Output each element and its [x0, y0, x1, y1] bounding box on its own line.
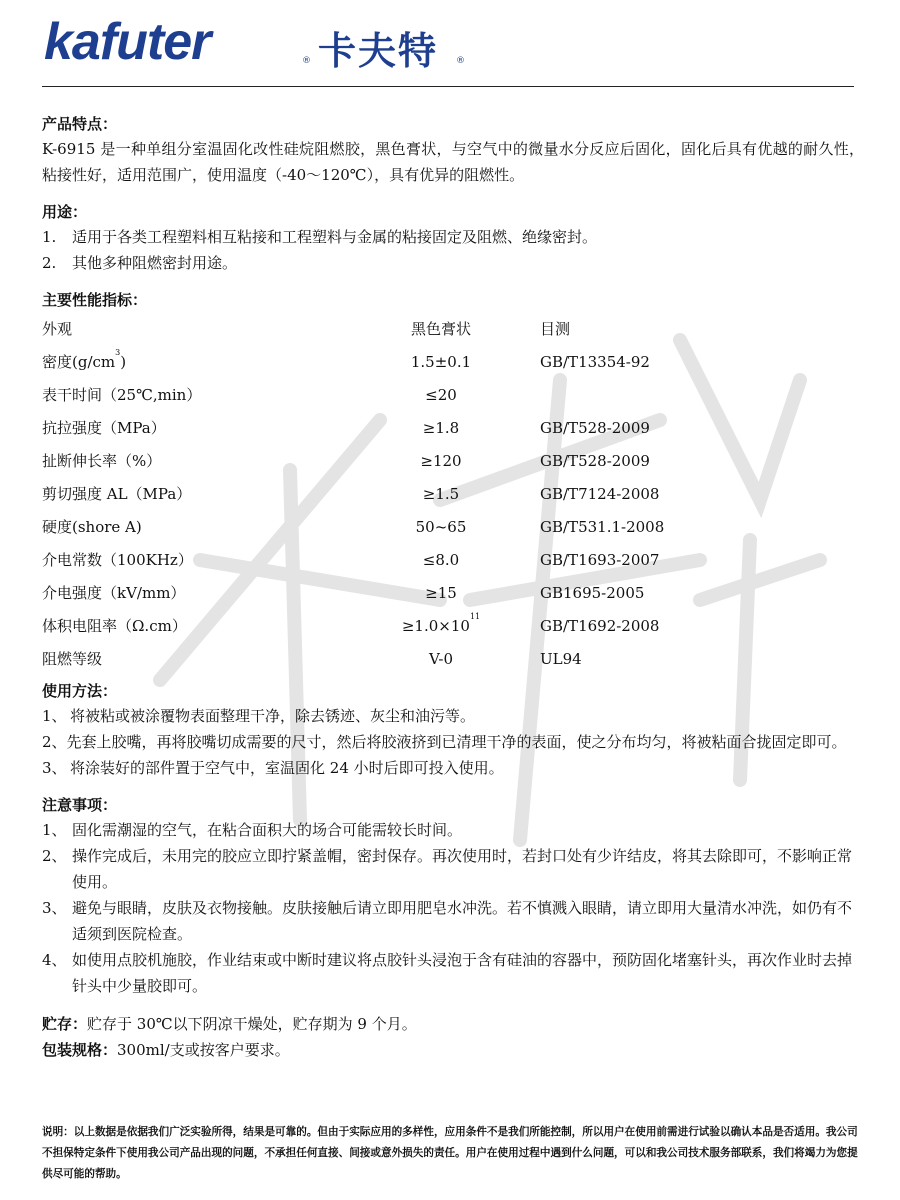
spec-value: 1.5±0.1 [410, 352, 472, 371]
spec-name: 介电强度（kV/mm） [42, 583, 186, 602]
list-item [42, 250, 864, 276]
spec-value: ≥120 [420, 451, 462, 470]
spec-method: GB/T7124-2008 [540, 484, 660, 503]
storage-line [42, 1011, 864, 1037]
spec-value: ≤20 [425, 385, 457, 404]
spec-name: 阻燃等级 [42, 649, 103, 668]
features-heading: 产品特点： [42, 115, 118, 133]
spec-method: GB/T1693-2007 [540, 550, 660, 569]
spec-value: ≥1.5 [422, 484, 460, 503]
method-heading: 使用方法： [42, 682, 118, 700]
list-number: 1、 [42, 707, 67, 725]
spec-method: GB/T528-2009 [540, 418, 650, 437]
list-number: 2. [42, 254, 57, 272]
table-row [42, 543, 864, 576]
list-number: 2、 [42, 847, 67, 865]
list-text: 如使用点胶机施胶，作业结束或中断时建议将点胶针头浸泡于含有硅油的容器中，预防固化堵塞针头，再次作业时去掉针头中少量胶即可。 [72, 951, 853, 995]
spec-value: 黑色膏状 [410, 319, 471, 338]
spec-method: GB1695-2005 [540, 583, 645, 602]
list-text: 避免与眼睛，皮肤及衣物接触。皮肤接触后请立即用肥皂水冲洗。若不慎溅入眼睛，请立即用大量清水冲洗，如仍有不适须到医院检查。 [72, 899, 853, 943]
packaging-text: 300ml/支或按客户要求。 [117, 1041, 290, 1059]
spec-name: 硬度(shore A) [42, 517, 142, 536]
list-text: 将涂装好的部件置于空气中，室温固化 24 小时后即可投入使用。 [70, 759, 504, 777]
spec-method: GB/T1692-2008 [540, 616, 660, 635]
spec-value: $\ge 1.0\times 10^{11}$ [401, 611, 481, 635]
table-row [42, 609, 864, 642]
uses-heading: 用途： [42, 203, 88, 221]
list-item: 2、先套上胶嘴，再将胶嘴切成需要的尺寸，然后将胶液挤到已清理干净的表面，使之分布均匀，将被粘面合拢固定即可。 [42, 733, 847, 751]
spec-value: 50~65 [415, 517, 467, 536]
spec-value: ≤8.0 [422, 550, 460, 569]
storage-label: 贮存： [42, 1015, 88, 1033]
table-row [42, 642, 864, 675]
list-number: 1、 [42, 821, 67, 839]
spec-name: 剪切强度 AL（MPa） [42, 484, 192, 503]
header-divider [42, 86, 854, 87]
spec-name: 密度$(g/cm^3)$ [42, 347, 127, 371]
table-row [42, 477, 864, 510]
document-body [42, 112, 864, 1063]
list-number: 1. [42, 228, 57, 246]
spec-method: GB/T528-2009 [540, 451, 650, 470]
storage-text: 贮存于 30℃以下阴凉干燥处，贮存期为 9 个月。 [87, 1015, 417, 1033]
table-row [42, 576, 864, 609]
spec-value: ≥1.8 [422, 418, 460, 437]
registered-mark: ® [456, 56, 465, 66]
logo-latin: kafuter [44, 13, 211, 71]
packaging-line [42, 1037, 864, 1063]
disclaimer: 说明：以上数据是依据我们广泛实验所得，结果是可靠的。但由于实际应用的多样性，应用条件不是我们所能控制，所以用户在使用前需进行试验以确认本品是否适用。我公司不担保特定条件下使用我公司产品出现的问题，不承担任何直接、间接或意外损失的责任。用户在使用过程中遇到什么问题，可以和我公司技术服务部联系，我们将竭力为您提供尽可能的帮助。 [42, 1126, 858, 1180]
spec-value: ≥15 [425, 583, 457, 602]
spec-name: 体积电阻率（Ω.cm） [42, 616, 187, 635]
list-text: 其他多种阻燃密封用途。 [72, 254, 238, 272]
table-row [42, 378, 864, 411]
spec-value: V-0 [428, 649, 454, 668]
list-item [42, 224, 864, 250]
table-row [42, 510, 864, 543]
list-item [42, 947, 864, 999]
spec-method: UL94 [540, 649, 582, 668]
list-number: 3、 [42, 759, 67, 777]
list-text: 固化需潮湿的空气，在粘合面积大的场合可能需较长时间。 [72, 821, 463, 839]
list-item [42, 895, 864, 947]
list-number: 3、 [42, 899, 67, 917]
notes-heading: 注意事项： [42, 796, 118, 814]
list-item [42, 843, 864, 895]
spec-name: 介电常数（100KHz） [42, 550, 193, 569]
spec-name: 扯断伸长率（%） [42, 451, 162, 470]
specs-table [42, 312, 864, 675]
logo-chinese: 卡夫特 [318, 29, 439, 73]
list-text: 将被粘或被涂覆物表面整理干净，除去锈迹、灰尘和油污等。 [70, 707, 476, 725]
list-item [42, 817, 864, 843]
list-item [42, 703, 864, 729]
packaging-label: 包装规格： [42, 1041, 118, 1059]
table-row [42, 345, 864, 378]
list-text: 适用于各类工程塑料相互粘接和工程塑料与金属的粘接固定及阻燃、绝缘密封。 [72, 228, 598, 246]
table-row [42, 444, 864, 477]
spec-method: GB/T531.1-2008 [540, 517, 665, 536]
registered-mark: ® [302, 56, 311, 66]
features-text: K-6915 是一种单组分室温固化改性硅烷阻燃胶，黑色膏状，与空气中的微量水分反应后固化，固化后具有优越的耐久性，粘接性好，适用范围广，使用温度（-40～120℃），具有优异的阻燃性。 [42, 140, 864, 184]
list-number: 4、 [42, 951, 67, 969]
list-item [42, 755, 864, 781]
list-text: 操作完成后，未用完的胶应立即拧紧盖帽，密封保存。再次使用时，若封口处有少许结皮，将其去除即可，不影响正常使用。 [72, 847, 853, 891]
spec-name: 外观 [42, 319, 73, 338]
table-row [42, 312, 864, 345]
spec-method: GB/T13354-92 [540, 352, 650, 371]
spec-method: 目测 [540, 319, 571, 338]
spec-name: 抗拉强度（MPa） [42, 418, 166, 437]
specs-heading: 主要性能指标： [42, 291, 148, 309]
spec-name: 表干时间（25℃,min） [42, 385, 202, 404]
table-row [42, 411, 864, 444]
